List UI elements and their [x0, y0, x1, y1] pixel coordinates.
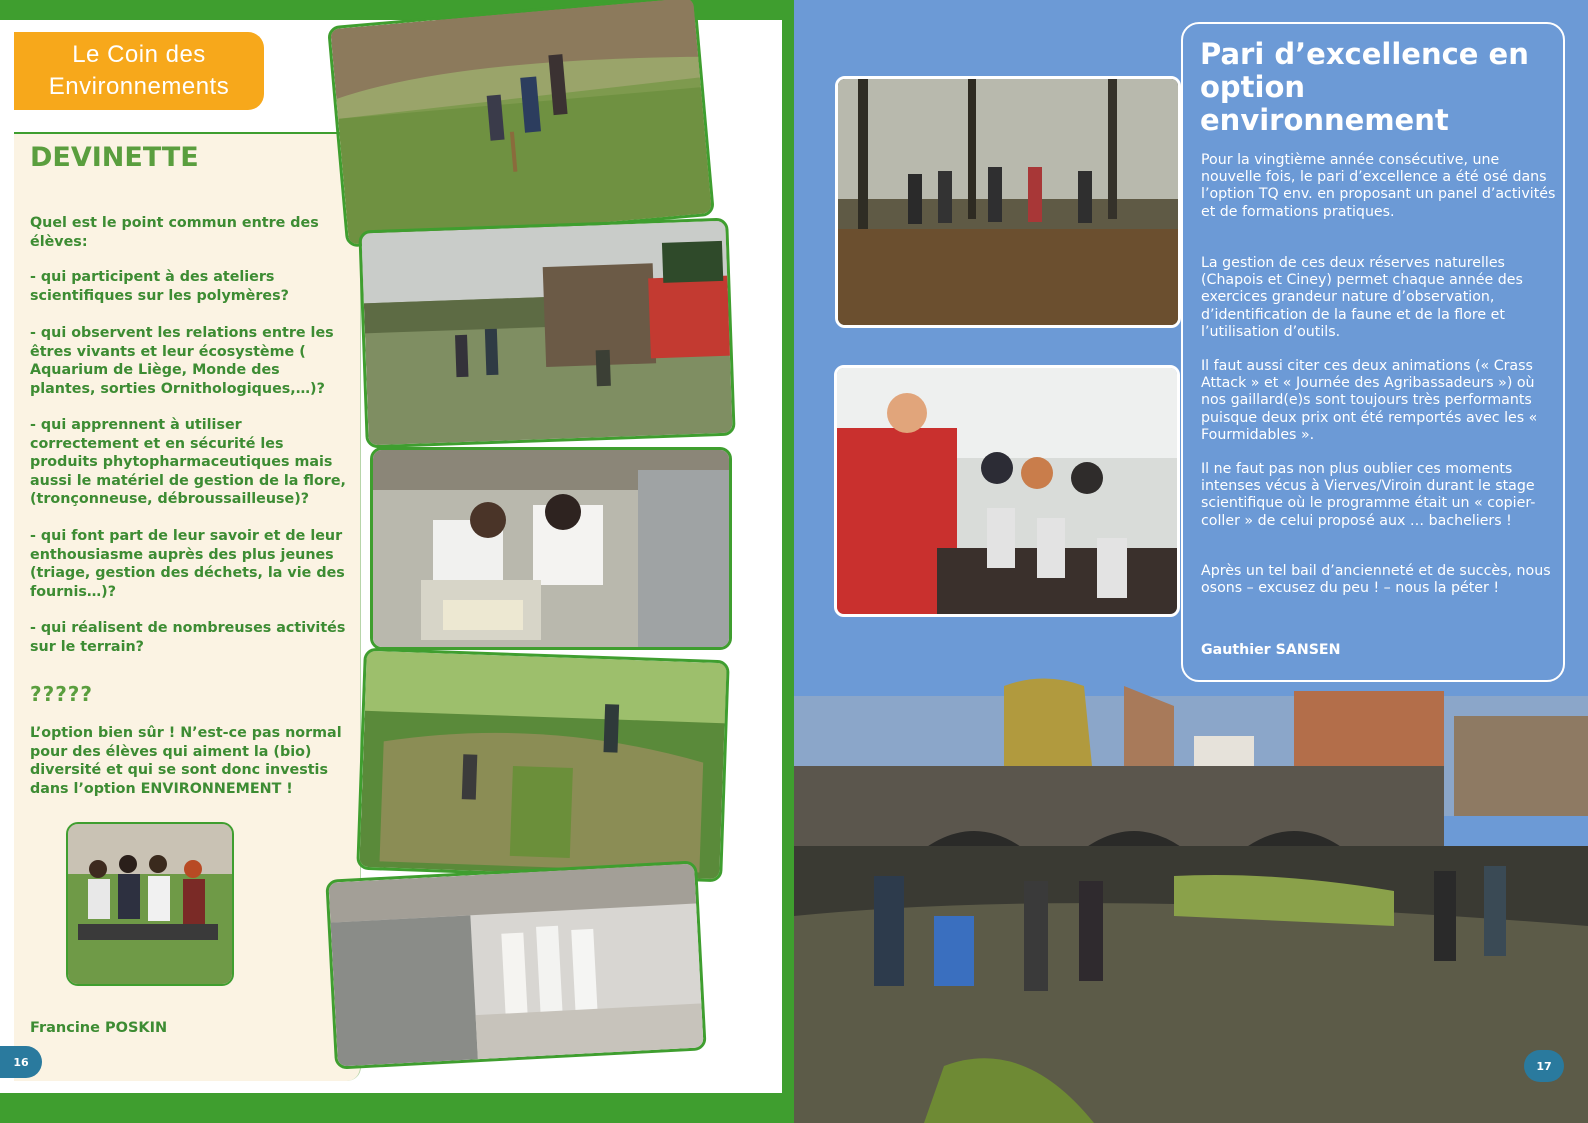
- article-title-line1: Pari d’excellence en: [1200, 37, 1529, 71]
- photo-pond-work: [356, 648, 730, 883]
- page-number-left: 16: [0, 1046, 42, 1078]
- riddle-answer: L’option bien sûr ! N’est-ce pas normal pour des élèves qui aiment la (bio) diversité et qui se sont donc investis dans l’option ENVIRONNEMENT !: [30, 725, 342, 797]
- photo-river-bridge: [794, 676, 1588, 1123]
- article-paragraph-1: Pour la vingtième année consécutive, une nouvelle fois, le pari d’excellence a été osé dans l’option TQ env. en proposant un panel d’activités et de formations pratiques.: [1201, 152, 1556, 220]
- photo-lab-students: [370, 447, 732, 650]
- photo-group-portrait: [66, 822, 234, 986]
- photo-microscope-session: [834, 365, 1180, 617]
- right-author: Gauthier SANSEN: [1201, 642, 1341, 658]
- section-title-line2: Environnements: [48, 73, 230, 100]
- article-paragraph-3: Il faut aussi citer ces deux animations (« Crass Attack » et « Journée des Agribassadeurs ») où nos gaillard(e)s sont toujours très performants puisque deux prix ont été remportés avec les « Fourmidables ».: [1201, 358, 1538, 443]
- riddle-heading: DEVINETTE: [30, 142, 199, 173]
- article-title-line2: option environnement: [1200, 70, 1449, 137]
- photo-trailer-site: [358, 218, 735, 449]
- section-title-tab: [14, 32, 264, 110]
- article-paragraph-2: La gestion de ces deux réserves naturelles (Chapois et Ciney) permet chaque année des exercices grandeur nature d’observation, d’identification de la faune et de la flore et l’utilisation d’outils.: [1201, 255, 1523, 340]
- left-author: Francine POSKIN: [30, 1020, 168, 1036]
- photo-forest-group: [835, 76, 1181, 328]
- riddle-item-5: - qui réalisent de nombreuses activités sur le terrain?: [30, 620, 346, 655]
- riddle-intro: Quel est le point commun entre des élèves:: [30, 215, 319, 250]
- question-marks: ?????: [30, 682, 94, 706]
- green-gutter-band: [782, 0, 794, 1123]
- green-bottom-band: [0, 1093, 794, 1123]
- riddle-item-2: - qui observent les relations entre les êtres vivants et leur écosystème ( Aquarium de Liège, Monde des plantes, sorties Ornithologiques,…)?: [30, 325, 334, 397]
- photo-field-work: [327, 0, 715, 248]
- photo-chemistry-lab: [325, 860, 706, 1069]
- riddle-item-1: - qui participent à des ateliers scientifiques sur les polymères?: [30, 269, 289, 304]
- section-title-line1: Le Coin des: [72, 41, 206, 68]
- article-paragraph-4: Il ne faut pas non plus oublier ces moments intenses vécus à Vierves/Viroin durant le stage scientifique où le programme était un « copier-coller » de celui proposé aux … bacheliers !: [1201, 461, 1536, 529]
- page-number-right: 17: [1524, 1050, 1564, 1082]
- article-paragraph-5: Après un tel bail d’ancienneté et de succès, nous osons – excusez du peu ! – nous la péter !: [1201, 563, 1551, 597]
- article-title: [1200, 38, 1560, 137]
- riddle-item-4: - qui font part de leur savoir et de leur enthousiasme auprès des plus jeunes (triage, gestion des déchets, la vie des fournis…)?: [30, 528, 345, 600]
- riddle-item-3: - qui apprennent à utiliser correctement et en sécurité les produits phytopharmaceutiques mais aussi le matériel de gestion de la flore, (tronçonneuse, débroussailleuse)?: [30, 417, 346, 507]
